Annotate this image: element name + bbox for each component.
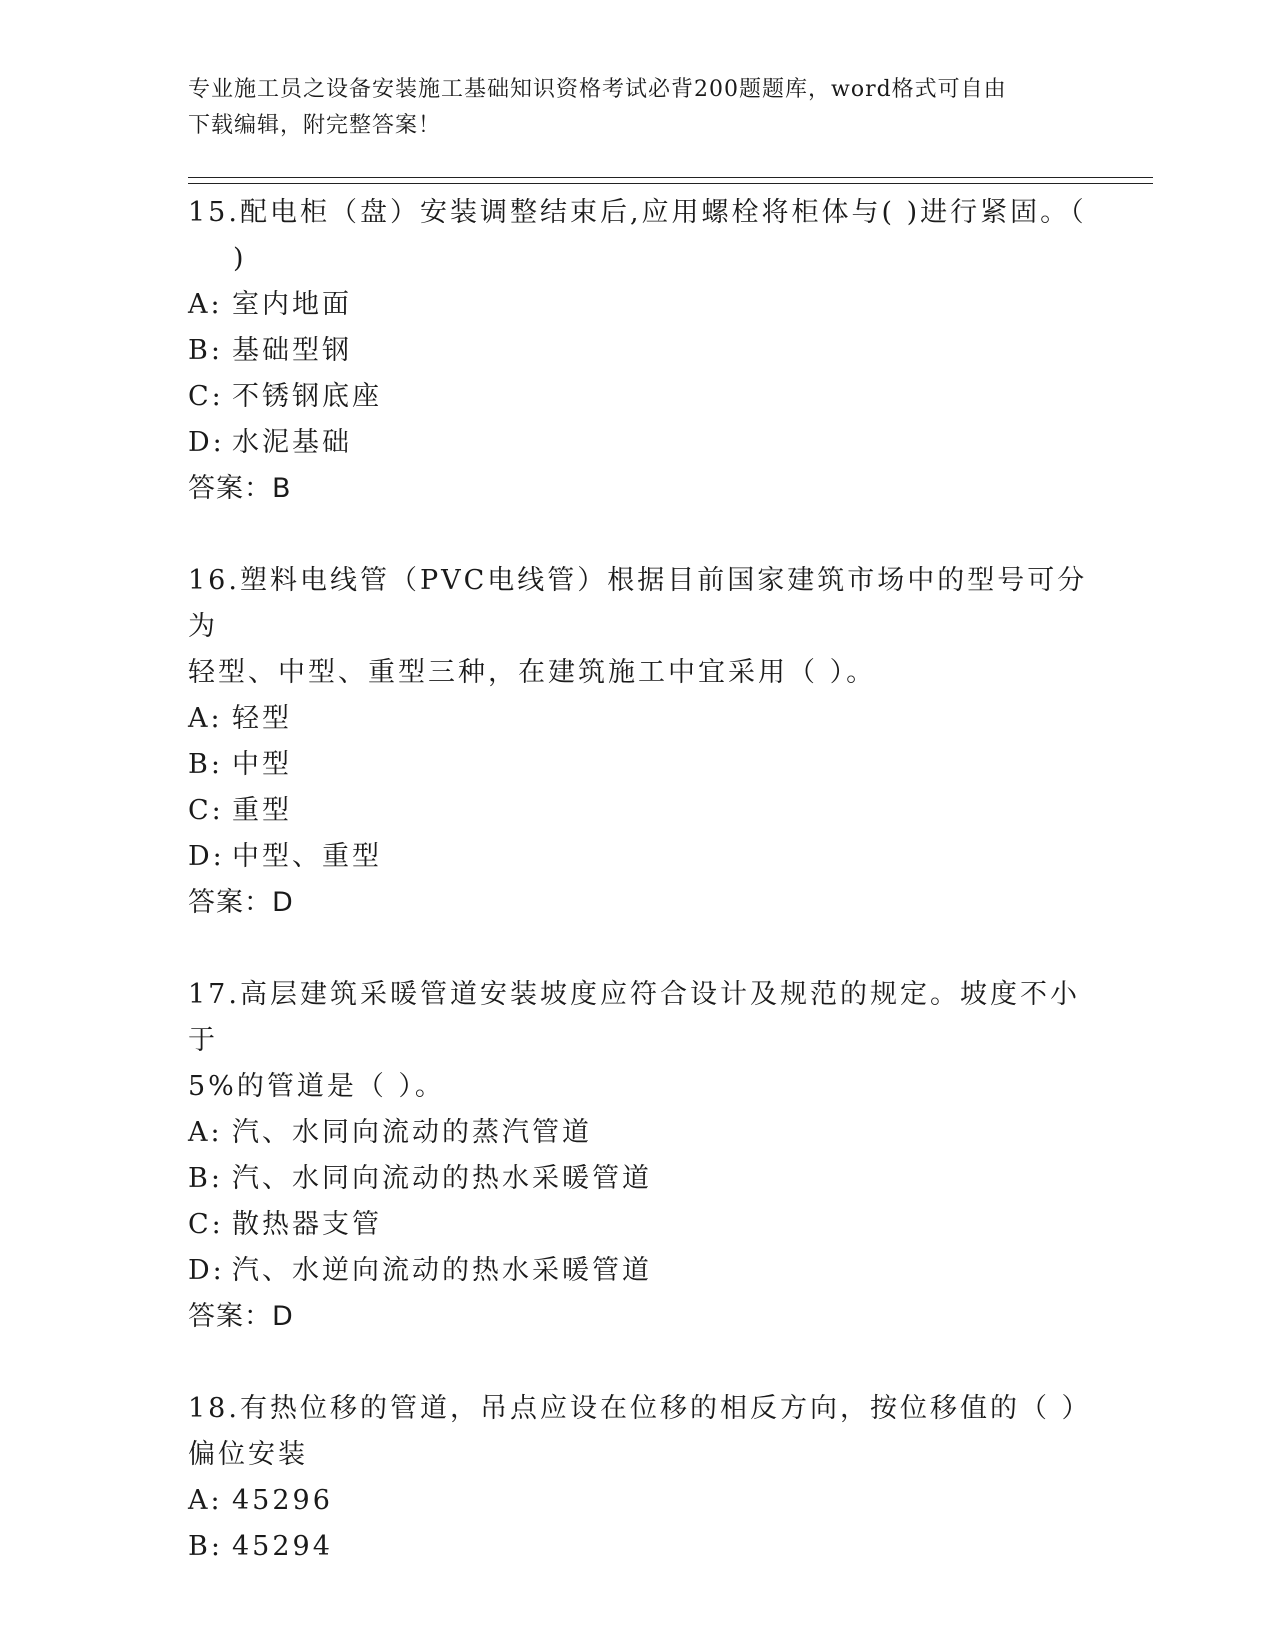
document-header [188, 72, 1068, 144]
option-text: 室内地面 [232, 289, 352, 320]
option-text: 中型、重型 [232, 841, 382, 872]
option-c [188, 788, 1088, 834]
option-text: 不锈钢底座 [232, 381, 382, 412]
option-letter: A: [188, 1485, 223, 1516]
option-text: 散热器支管 [232, 1209, 382, 1240]
option-text: 汽、水逆向流动的热水采暖管道 [232, 1255, 652, 1286]
option-letter: B: [188, 1163, 223, 1194]
question-text-line-1: 16.塑料电线管（PVC电线管）根据目前国家建筑市场中的型号可分为 [188, 565, 1088, 642]
option-text: 水泥基础 [232, 427, 352, 458]
option-d [188, 420, 1088, 466]
option-a [188, 1478, 1088, 1524]
option-letter: B: [188, 1531, 223, 1562]
option-text: 重型 [232, 795, 292, 826]
option-letter: C: [188, 381, 224, 412]
option-text: 汽、水同向流动的蒸汽管道 [232, 1117, 592, 1148]
question-text-line-2: 5%的管道是（ ）。 [188, 1071, 445, 1102]
option-b [188, 742, 1088, 788]
question-text-line-2: 轻型、中型、重型三种，在建筑施工中宜采用（ ）。 [188, 657, 877, 688]
option-letter: A: [188, 703, 223, 734]
option-text: 中型 [232, 749, 292, 780]
option-letter: A: [188, 289, 223, 320]
option-a [188, 1110, 1088, 1156]
question-text [188, 1386, 1092, 1478]
header-line-2: 下载编辑，附完整答案！ [188, 113, 442, 138]
option-text: 汽、水同向流动的热水采暖管道 [232, 1163, 652, 1194]
option-text: 轻型 [232, 703, 292, 734]
question-16 [188, 558, 1088, 926]
question-list [188, 190, 1092, 1616]
question-text [188, 558, 1088, 696]
option-a [188, 282, 1088, 328]
option-c [188, 374, 1088, 420]
answer-label: 答案：B [188, 473, 292, 504]
question-text-line-2: ) [233, 243, 247, 274]
option-a [188, 696, 1088, 742]
question-17 [188, 972, 1088, 1340]
question-18 [188, 1386, 1092, 1570]
option-text: 45296 [232, 1485, 333, 1516]
question-text-line-2: 偏位安装 [188, 1439, 308, 1470]
question-text-line-1: 17.高层建筑采暖管道安装坡度应符合设计及规范的规定。坡度不小于 [188, 979, 1080, 1056]
option-b [188, 1524, 1088, 1570]
option-letter: A: [188, 1117, 223, 1148]
answer-label: 答案：D [188, 887, 294, 918]
option-text: 45294 [232, 1531, 333, 1562]
header-line-1: 专业施工员之设备安装施工基础知识资格考试必背200题题库，word格式可自由 [188, 77, 1007, 102]
option-letter: D: [188, 1255, 225, 1286]
header-divider-top [188, 177, 1153, 178]
question-text-line-1: 15.配电柜（盘）安装调整结束后,应用螺栓将柜体与( )进行紧固。（ [188, 197, 1087, 228]
option-letter: D: [188, 427, 225, 458]
option-letter: D: [188, 841, 225, 872]
option-d [188, 1248, 1088, 1294]
option-b [188, 328, 1088, 374]
answer-label: 答案：D [188, 1301, 294, 1332]
option-letter: C: [188, 1209, 224, 1240]
option-letter: B: [188, 335, 223, 366]
header-divider-bottom [188, 183, 1153, 184]
option-b [188, 1156, 1088, 1202]
option-letter: C: [188, 795, 224, 826]
option-d [188, 834, 1088, 880]
option-letter: B: [188, 749, 223, 780]
question-text [188, 972, 1088, 1110]
option-c [188, 1202, 1088, 1248]
question-text [188, 190, 1088, 282]
question-text-line-1: 18.有热位移的管道，吊点应设在位移的相反方向，按位移值的（ ） [188, 1393, 1092, 1424]
option-text: 基础型钢 [232, 335, 352, 366]
question-15 [188, 190, 1088, 512]
